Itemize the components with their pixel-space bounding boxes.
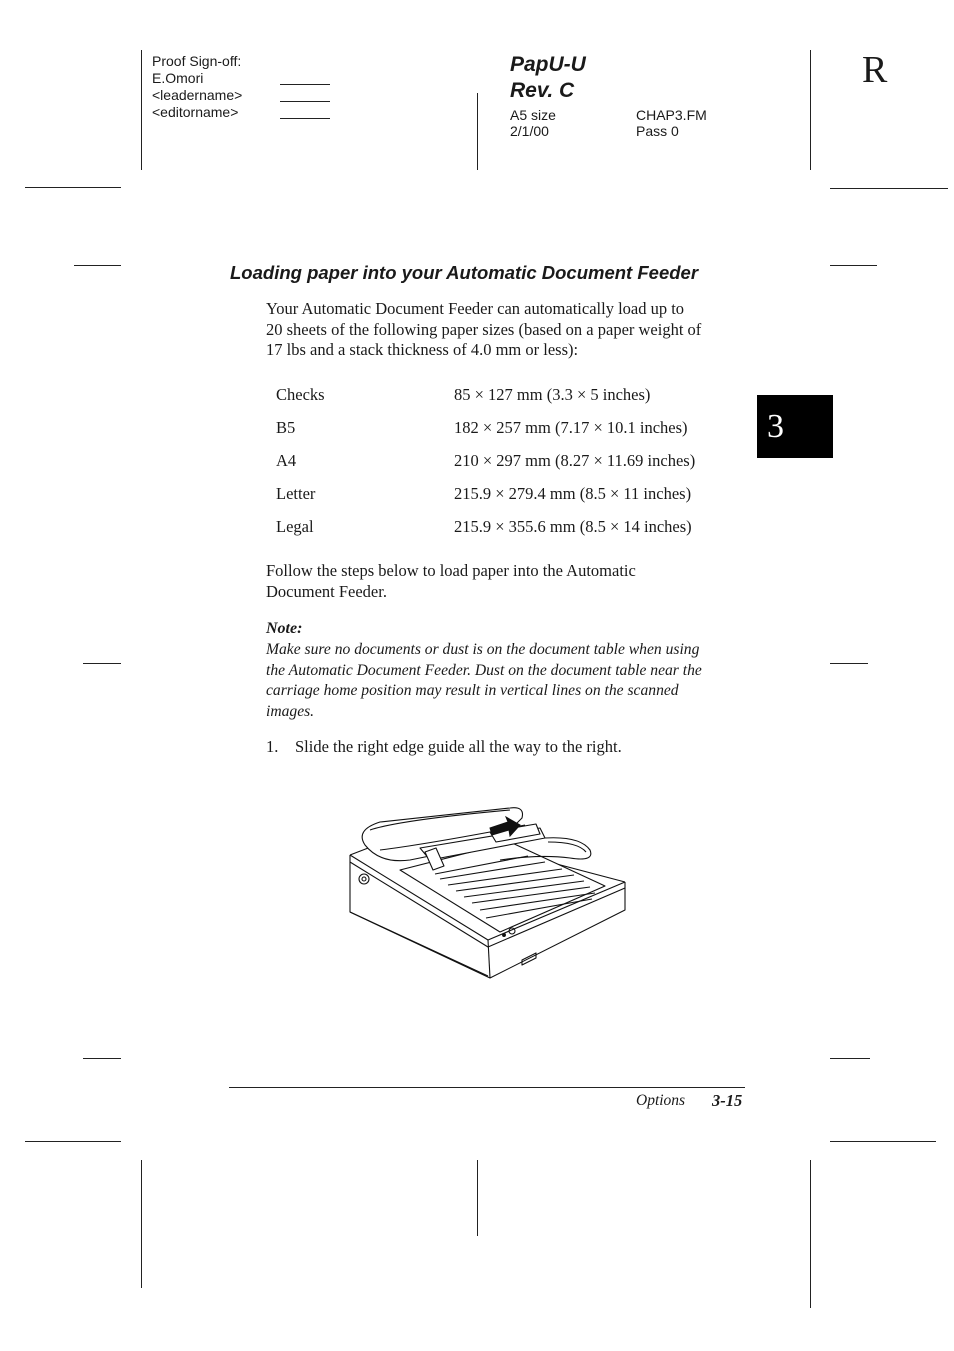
note-body <box>266 640 748 722</box>
intro-line: Your Automatic Document Feeder can automatically load up to <box>266 299 685 318</box>
proof-signoff-title: Proof Sign-off: <box>152 53 242 69</box>
note-line: carriage home position may result in vertical lines on the scanned <box>266 682 679 700</box>
step-text: Slide the right edge guide all the way to the right. <box>295 737 622 756</box>
pass-number: Pass 0 <box>636 123 679 139</box>
crop-mark <box>830 265 877 266</box>
paper-size-value: 85 × 127 mm (3.3 × 5 inches) <box>454 385 651 404</box>
crop-mark <box>810 50 811 170</box>
note-line: the Automatic Document Feeder. Dust on the document table near the <box>266 661 702 679</box>
paper-size-value: 215.9 × 355.6 mm (8.5 × 14 inches) <box>454 517 692 536</box>
product-revision <box>510 52 586 104</box>
intro-line: 17 lbs and a stack thickness of 4.0 mm or less): <box>266 340 579 359</box>
follow-line: Document Feeder. <box>266 581 387 601</box>
paper-size-name: Checks <box>276 385 325 404</box>
paper-size-name: A4 <box>276 451 297 470</box>
signature-line <box>280 101 330 102</box>
scanner-illustration <box>340 800 640 985</box>
crop-mark <box>477 93 478 170</box>
intro-paragraph <box>266 299 746 361</box>
revision-label: Rev. C <box>510 79 575 102</box>
crop-mark <box>25 1141 121 1142</box>
intro-line: 20 sheets of the following paper sizes (based on a paper weight of <box>266 319 702 339</box>
crop-mark <box>83 1058 121 1059</box>
note-line: Make sure no documents or dust is on the document table when using <box>266 641 700 658</box>
crop-mark <box>141 50 142 170</box>
chapter-tab: 3 <box>757 395 833 458</box>
print-date: 2/1/00 <box>510 123 549 139</box>
paper-size-name: B5 <box>276 418 296 437</box>
crop-mark <box>830 663 868 664</box>
follow-paragraph <box>266 561 746 602</box>
paper-size-value: 210 × 297 mm (8.27 × 11.69 inches) <box>454 451 696 470</box>
crop-mark <box>810 1160 811 1308</box>
crop-mark <box>830 1141 936 1142</box>
proof-signoff <box>152 53 242 121</box>
section-heading: Loading paper into your Automatic Document Feeder <box>230 262 699 283</box>
signature-line <box>280 84 330 85</box>
proof-signoff-leader: <leadername> <box>152 87 243 103</box>
product-name: PapU-U <box>510 53 586 76</box>
step-item <box>266 737 622 757</box>
note-title: Note: <box>266 620 303 637</box>
proof-signoff-name: E.Omori <box>152 70 204 86</box>
crop-mark <box>830 188 948 189</box>
paper-size-name: Legal <box>276 517 314 536</box>
crop-mark <box>83 663 121 664</box>
footer-rule <box>229 1087 745 1088</box>
crop-mark <box>830 1058 870 1059</box>
footer-page-number: 3-15 <box>712 1091 743 1110</box>
follow-line: Follow the steps below to load paper into the Automatic <box>266 561 636 580</box>
side-mark: R <box>862 49 888 91</box>
signature-line <box>280 118 330 119</box>
file-name: CHAP3.FM <box>636 107 707 123</box>
note-line: images. <box>266 702 315 720</box>
paper-size-name: Letter <box>276 484 316 503</box>
crop-mark <box>25 187 121 188</box>
crop-mark <box>477 1160 478 1236</box>
step-number: 1. <box>266 737 279 756</box>
proof-signoff-editor: <editorname> <box>152 104 239 120</box>
paper-size-value: 215.9 × 279.4 mm (8.5 × 11 inches) <box>454 484 692 503</box>
crop-mark <box>141 1160 142 1288</box>
footer-section-name: Options <box>636 1092 686 1109</box>
paper-size-value: 182 × 257 mm (7.17 × 10.1 inches) <box>454 418 688 437</box>
paper-size: A5 size <box>510 107 556 123</box>
crop-mark <box>74 265 121 266</box>
